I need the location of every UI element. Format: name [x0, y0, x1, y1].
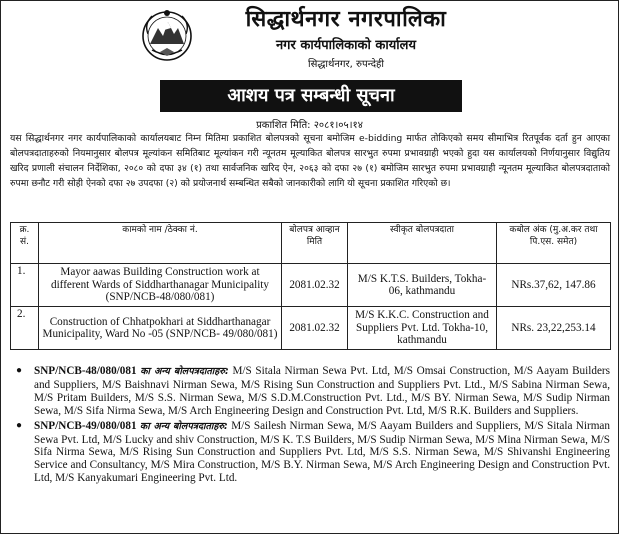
table-header-row [11, 223, 611, 264]
award-table [10, 222, 611, 350]
row-sn: 2. [11, 307, 39, 350]
notice-title: आशय पत्र सम्बन्धी सूचना [160, 80, 462, 112]
note-label: का अन्य बोलपत्रदाताहरु: [139, 420, 228, 432]
row-sn: 1. [11, 264, 39, 307]
row-amount: NRs. 23,22,253.14 [497, 307, 611, 350]
header-amount: कबोल अंक (मु.अ.कर तथा पि.एस. समेत) [497, 223, 611, 264]
other-bidders-list [12, 365, 610, 487]
note-text: M/S Sailesh Nirman Sewa, M/S Aayam Builders and Suppliers, M/S Sitala Nirman Sewa Pvt. Ltd, M/S Lucky and shiv Construction, M/S K. T.S Builders, M/S Sudip Nirman Sewa, M/S Mina Nirman Sewa, M/S Sifa Nirma Sewa, M/S Rising Sun Construction and Suppliers Pvt. Ltd, M/S S.S. Nirman Sewa, M/S Shivanshi Engineering Service and Consultancy, M/S Mira Construction, M/S B.Y. Nirman Sewa, M/S Arch Engineering Design and Construction Pvt. Ltd, M/S Kanyakumari Engineering Pvt. Ltd. [34, 419, 610, 485]
note-label: का अन्य बोलपत्रदाताहरु: [140, 366, 229, 377]
row-amount: NRs.37,62, 147.86 [497, 264, 611, 307]
note-text: M/S Sitala Nirman Sewa Pvt. Ltd, M/S Omsai Construction, M/S Aayam Builders and Suppliers, M/S Baishnavi Nirman Sewa, M/S Rising Sun Construction and Suppliers Pvt. Ltd., M/S Sabina Nirman Sewa, M/S Pritam Builders, M/S S.S. Nirman Sewa, M/S S.D.M.Construction Pvt. Ltd., M/S BY. Nirman Sewa, M/S Sudip Nirman Sewa, M/S Sifa Nirma Sewa, M/S Arch Engineering Design and Construction Pvt. Ltd, M/S R.K. Builders and Suppliers. [34, 365, 610, 417]
bullet-icon: ● [16, 365, 23, 376]
table-row [11, 264, 611, 307]
header-bidder: स्वीकृत बोलपत्रदाता [348, 223, 497, 264]
list-item [12, 420, 610, 486]
header-work: कामको नाम /ठेक्का नं. [39, 223, 282, 264]
note-ref: SNP/NCB-48/080/081 [34, 365, 137, 377]
header-date: बोलपत्र आव्हान मिति [282, 223, 348, 264]
list-item [12, 365, 610, 418]
row-bidder: M/S K.T.S. Builders, Tokha-06, kathmandu [348, 264, 497, 307]
bullet-icon: ● [16, 419, 23, 431]
row-date: 2081.02.32 [282, 264, 348, 307]
note-ref: SNP/NCB-49/080/081 [34, 419, 137, 432]
table-row [11, 307, 611, 350]
nepal-government-emblem-icon [138, 6, 196, 64]
row-work: Mayor aawas Building Construction work at different Wards of Siddharthanagar Municipality (SNP/NCB-48/080/081) [39, 264, 282, 307]
municipality-name: सिद्धार्थनगर नगरपालिका [245, 7, 447, 32]
row-bidder: M/S K.K.C. Construction and Suppliers Pvt. Ltd. Tokha-10, kathmandu [348, 307, 497, 350]
header-sn: क्र. सं. [11, 223, 39, 264]
letterhead [0, 0, 619, 80]
notice-body: यस सिद्धार्थनगर नगर कार्यपालिकाको कार्यालयबाट निम्न मितिमा प्रकाशित बोलपत्रको सूचना बमोजिम e-bidding मार्फत तोकिएको समय सीमाभित्र रितपूर्वक दर्ता हुन आएका बोलपत्रदाताहरुको नियमानुसार बोलपत्र मूल्यांकन समितिबाट मूल्यांकन गरी न्यूनतम मूल्याकित बोलपत्र सारभुत रुपमा प्रभावग्राही भएको हुदा यस कार्यालयको निर्णयानुसार विद्युतिय खरिद प्रणाली संचालन निर्देशिका, २०८० को दफा ३४ (१) तथा सार्वजनिक खरिद ऐन, २०६३ को दफा २७ (१) बमोजिम सारभुत रुपमा प्रभावग्राही न्यूनतम मूल्याकित बोलपत्रदाताको रुपमा छनौट गरी सोही ऐनको दफा २७ उपदफा (२) को प्रयोजनार्थ सम्बन्धित सबैको जानकारीको लागि यो सूचना प्रकाशित गरिएको छ। [10, 133, 610, 189]
row-date: 2081.02.32 [282, 307, 348, 350]
office-address: सिद्धार्थनगर, रुपन्देही [308, 59, 384, 70]
publish-date: प्रकाशित मिति: २०८१।०५।१४ [256, 120, 363, 131]
row-work: Construction of Chhatpokhari at Siddharthanagar Municipality, Ward No -05 (SNP/NCB- 49/080/081) [39, 307, 282, 350]
office-name: नगर कार्यपालिकाको कार्यालय [275, 38, 417, 53]
